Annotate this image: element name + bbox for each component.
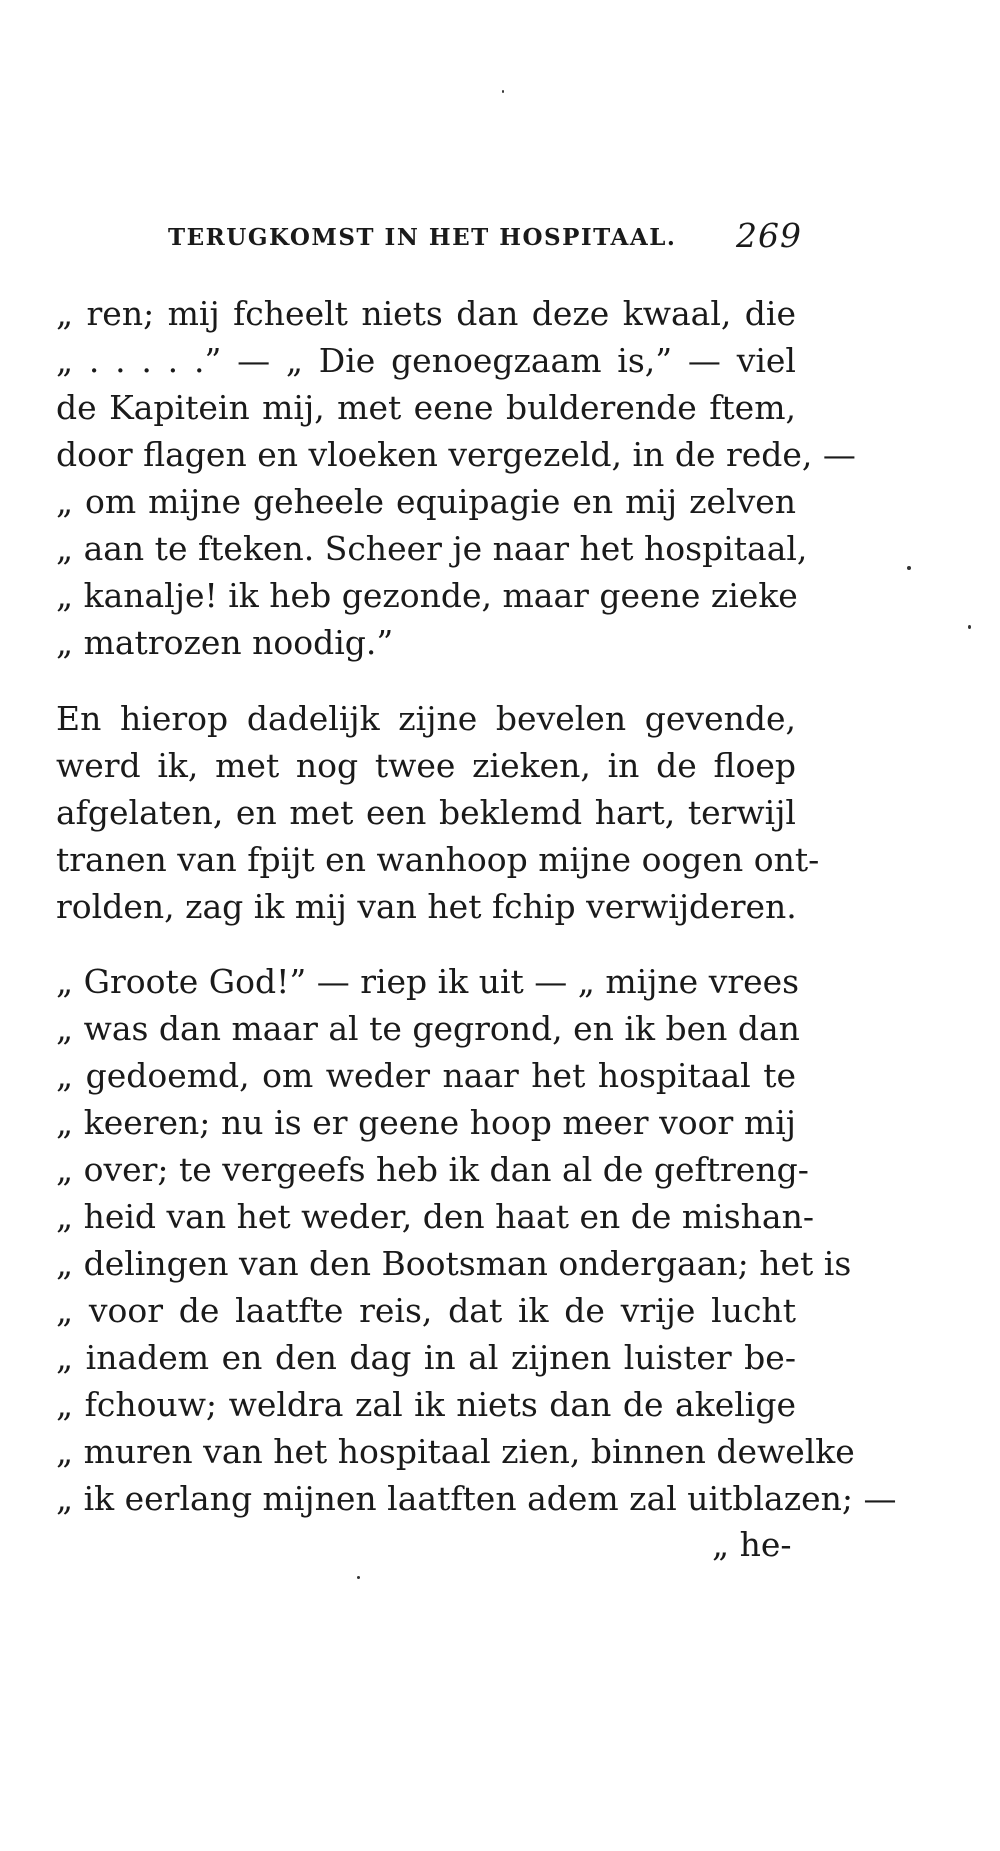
paragraph-narration <box>56 695 820 930</box>
text-line: „ keeren; nu is er geene hoop meer voor mij <box>56 1103 796 1142</box>
text-line: werd ik, met nog twee zieken, in de floep <box>56 746 796 785</box>
text-line: „ aan te fteken. Scheer je naar het hospitaal, <box>56 529 808 568</box>
text-line: „ . . . . .” — „ Die genoegzaam is,” — viel <box>56 341 796 380</box>
text-line: „ Groote God!” — riep ik uit — „ mijne vrees <box>56 962 800 1001</box>
text-line: rolden, zag ik mij van het fchip verwijderen. <box>56 887 797 926</box>
text-line: „ voor de laatfte reis, dat ik de vrije lucht <box>56 1291 796 1330</box>
text-line: „ ik eerlang mijnen laatften adem zal uitblazen; — <box>56 1479 897 1518</box>
paragraph-dialogue <box>56 290 856 666</box>
text-line: En hierop dadelijk zijne bevelen gevende, <box>56 699 796 738</box>
running-title: TERUGKOMST IN HET HOSPITAAL. <box>168 224 677 251</box>
text-line: „ was dan maar al te gegrond, en ik ben dan <box>56 1009 800 1048</box>
catchword: „ he- <box>712 1525 792 1564</box>
text-line: „ kanalje! ik heb gezonde, maar geene zieke <box>56 576 798 615</box>
text-line: „ gedoemd, om weder naar het hospitaal te <box>56 1056 796 1095</box>
paper-speck <box>502 90 504 93</box>
text-line: door flagen en vloeken vergezeld, in de rede, — <box>56 435 856 474</box>
text-line: „ matrozen noodig.” <box>56 623 394 662</box>
paper-speck <box>968 625 971 629</box>
text-line: „ muren van het hospitaal zien, binnen dewelke <box>56 1432 855 1471</box>
text-line: „ delingen van den Bootsman ondergaan; het is <box>56 1244 852 1283</box>
text-line: „ fchouw; weldra zal ik niets dan de akelige <box>56 1385 796 1424</box>
paper-speck <box>907 566 911 570</box>
text-line: „ over; te vergeefs heb ik dan al de geftreng- <box>56 1150 809 1189</box>
text-line: de Kapitein mij, met eene bulderende ftem, <box>56 388 796 427</box>
paragraph-lament <box>56 958 897 1522</box>
text-line: afgelaten, en met een beklemd hart, terwijl <box>56 793 796 832</box>
paper-speck <box>357 1576 360 1579</box>
page-number: 269 <box>736 216 802 255</box>
text-line: „ ren; mij fcheelt niets dan deze kwaal, die <box>56 294 796 333</box>
text-line: „ inadem en den dag in al zijnen luister be- <box>56 1338 796 1377</box>
text-line: tranen van fpijt en wanhoop mijne oogen ont- <box>56 840 820 879</box>
text-line: „ om mijne geheele equipagie en mij zelven <box>56 482 796 521</box>
text-line: „ heid van het weder, den haat en de mishan- <box>56 1197 814 1236</box>
